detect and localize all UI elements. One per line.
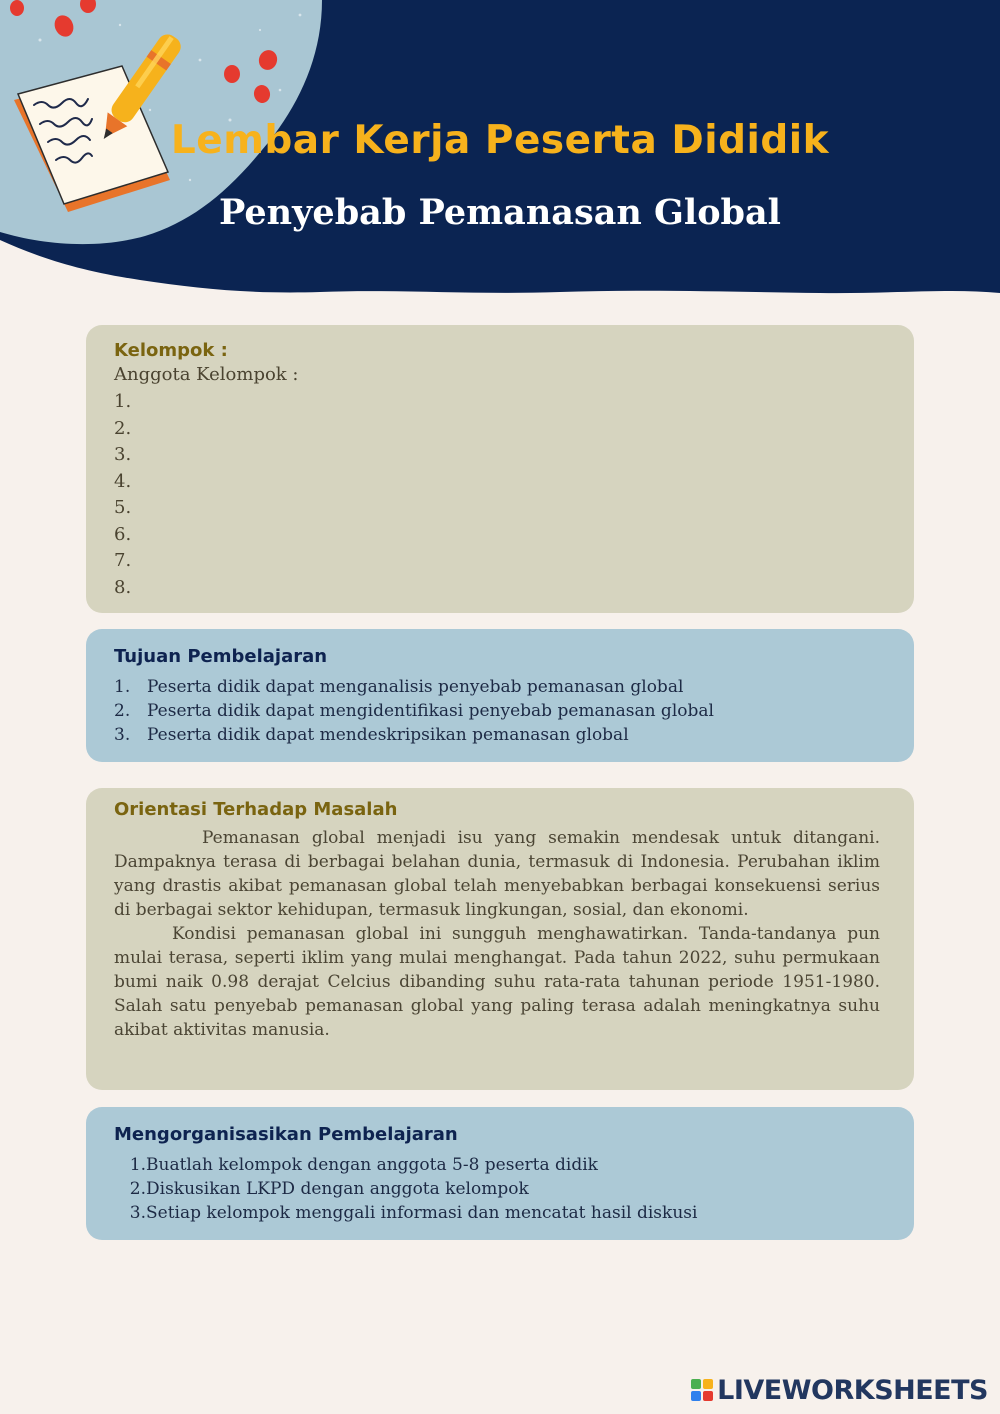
item-number: 1. — [114, 677, 131, 697]
member-number: 6. — [114, 523, 132, 545]
item-text: Diskusikan LKPD dengan anggota kelompok — [146, 1179, 529, 1199]
item-number: 3. — [114, 725, 131, 745]
group-label: Kelompok : — [114, 340, 228, 361]
member-list — [114, 389, 880, 601]
member-number: 2. — [114, 417, 132, 439]
member-number: 7. — [114, 550, 132, 571]
learning-goals-card — [86, 629, 914, 762]
learning-goals-list — [114, 675, 880, 747]
item-number: 3. — [129, 1203, 146, 1223]
item-text: Buatlah kelompok dengan anggota 5-8 peserta didik — [146, 1155, 598, 1175]
logo-text: LIVEWORKSHEETS — [717, 1374, 988, 1406]
liveworksheets-logo — [691, 1374, 988, 1406]
organize-list — [114, 1153, 880, 1225]
item-number: 2. — [114, 701, 131, 721]
list-item — [114, 699, 880, 723]
orientation-heading: Orientasi Terhadap Masalah — [114, 799, 398, 820]
members-label: Anggota Kelompok : — [114, 364, 299, 385]
item-text: Peserta didik dapat menganalisis penyebab pemanasan global — [147, 677, 684, 697]
group-card — [86, 325, 914, 613]
item-text: Setiap kelompok menggali informasi dan mencatat hasil diskusi — [146, 1203, 698, 1223]
orientation-paragraph: Pemanasan global menjadi isu yang semakin mendesak untuk ditangani. Dampaknya terasa di berbagai belahan dunia, termasuk di Indonesia. Perubahan iklim yang drastis akibat pemanasan global telah menyebabkan berbagai konsekuensi serius di berbagai sektor kehidupan, termasuk lingkungan, sosial, dan ekonomi. — [114, 828, 880, 920]
item-number: 2. — [129, 1179, 146, 1199]
organize-heading: Mengorganisasikan Pembelajaran — [114, 1124, 458, 1145]
list-item — [114, 1177, 880, 1201]
liveworksheets-logo-icon — [691, 1379, 713, 1401]
item-number: 1. — [129, 1155, 146, 1175]
page-subtitle: Penyebab Pemanasan Global — [219, 192, 781, 233]
member-number: 1. — [114, 391, 132, 412]
member-number: 3. — [114, 444, 132, 465]
item-text: Peserta didik dapat mengidentifikasi penyebab pemanasan global — [147, 701, 714, 721]
member-number: 5. — [114, 497, 132, 518]
list-item — [114, 723, 880, 747]
organize-card — [86, 1107, 914, 1240]
member-number: 4. — [114, 470, 132, 492]
learning-goals-heading: Tujuan Pembelajaran — [114, 646, 328, 667]
list-item — [114, 1201, 880, 1225]
member-number: 8. — [114, 576, 132, 598]
orientation-paragraph: Kondisi pemanasan global ini sungguh menghawatirkan. Tanda-tandanya pun mulai terasa, seperti iklim yang mulai menghangat. Pada tahun 2022, suhu permukaan bumi naik 0.98 derajat Celcius dibanding suhu rata-rata tahunan periode 1951-1980. Salah satu penyebab pemanasan global yang paling terasa adalah meningkatnya suhu akibat aktivitas manusia. — [114, 924, 880, 1040]
list-item — [114, 675, 880, 699]
list-item — [114, 1153, 880, 1177]
item-text: Peserta didik dapat mendeskripsikan pemanasan global — [147, 725, 629, 745]
page-title: Lembar Kerja Peserta Dididik — [170, 118, 830, 163]
orientation-card — [86, 788, 914, 1090]
